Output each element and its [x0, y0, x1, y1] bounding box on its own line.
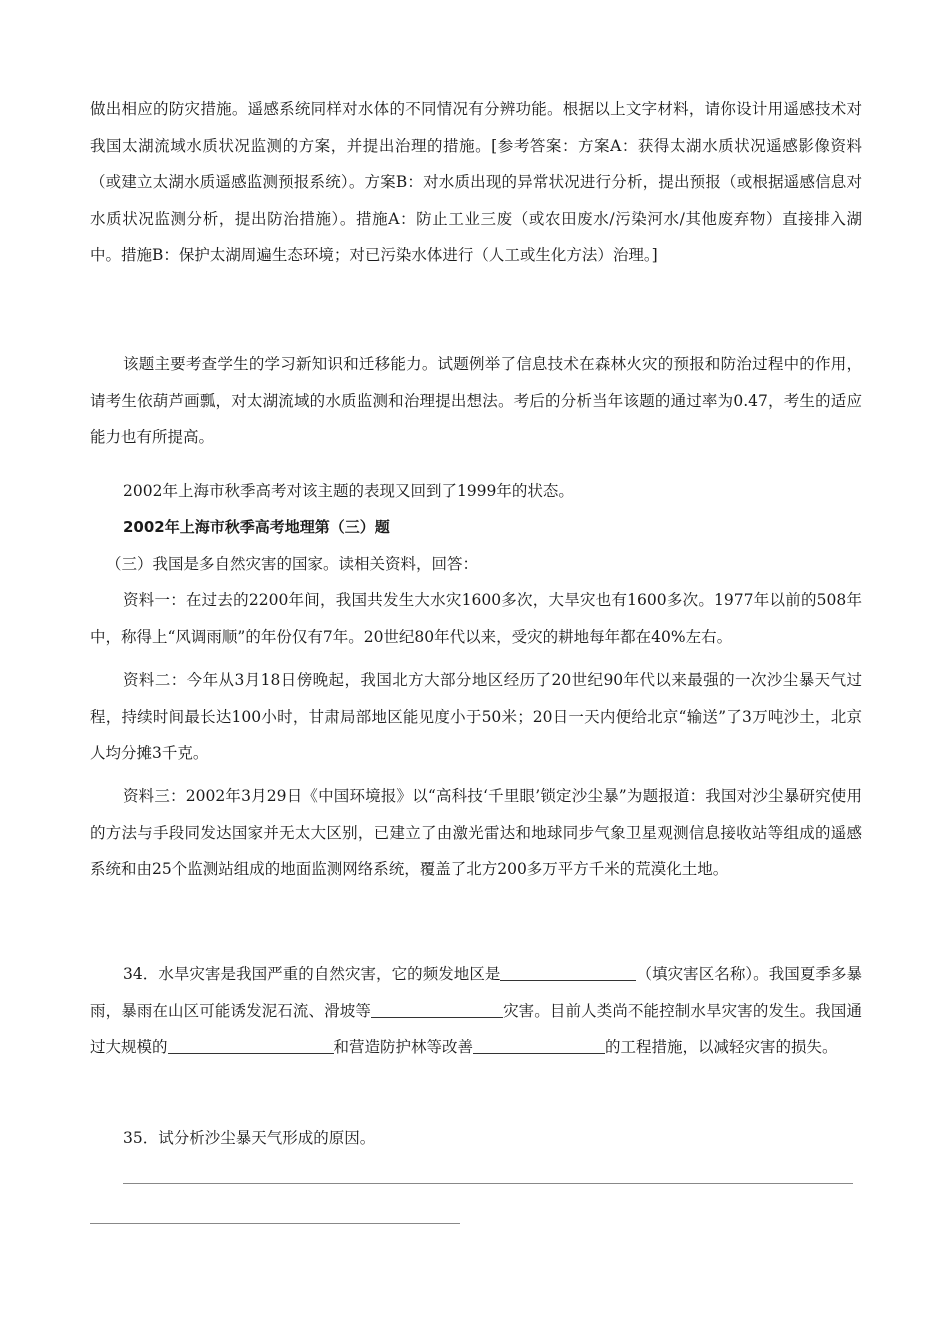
q34-text-1: 34．水旱灾害是我国严重的自然灾害，它的频发地区是 — [123, 965, 501, 983]
section-heading: 2002年上海市秋季高考地理第（三）题 — [123, 518, 390, 536]
q34-blank-2[interactable] — [371, 1001, 503, 1018]
answer-paragraph: 做出相应的防灾措施。遥感系统同样对水体的不同情况有分辨功能。根据以上文字材料，请你设计用遥感技术对我国太湖流域水质状况监测的方案，并提出治理的措施。[参考答案：方案A：获得太湖水质状况遥感影像资料（或建立太湖水质遥感监测预报系统）。方案B：对水质出现的异常状况进行分析，提出预报（或根据遥感信息对水质状况监测分析，提出防治措施）。措施A：防止工业三废（或农田废水/污染河水/其他废弃物）直接排入湖中。措施B：保护太湖周遍生态环境；对已污染水体进行（人工或生化方法）治理。] — [90, 100, 862, 264]
q34-text-4: 和营造防护林等改善 — [333, 1038, 474, 1056]
q34-text-5: 的工程措施，以减轻灾害的损失。 — [605, 1038, 838, 1056]
q34-blank-4[interactable] — [473, 1038, 605, 1055]
material-two: 资料二：今年从3月18日傍晚起，我国北方大部分地区经历了20世纪90年代以来最强的一次沙尘暴天气过程，持续时间最长达100小时，甘肃局部地区能见度小于50米；20日一天内便给北京“输送”了3万吨沙土，北京人均分摊3千克。 — [90, 671, 862, 762]
material-three: 资料三：2002年3月29日《中国环境报》以“高科技‘千里眼’锁定沙尘暴”为题报道：我国对沙尘暴研究使用的方法与手段同发达国家并无太大区别，已建立了由激光雷达和地球同步气象卫星观测信息接收站等组成的遥感系统和由25个监测站组成的地面监测网络系统，覆盖了北方200多万平方千米的荒漠化土地。 — [90, 787, 862, 878]
q34-blank-3[interactable] — [168, 1038, 334, 1055]
q34-text-2: （填灾害区名称）。我国夏季多暴雨，暴雨在山区可能诱发泥石流、滑坡等 — [90, 965, 862, 1020]
q34-blank-1[interactable] — [500, 965, 636, 982]
analysis-paragraph: 该题主要考查学生的学习新知识和迁移能力。试题例举了信息技术在森林火灾的预报和防治过程中的作用，请考生依葫芦画瓢，对太湖流域的水质监测和治理提出想法。考后的分析当年该题的通过率为0.47，考生的适应能力也有所提高。 — [90, 355, 862, 446]
material-one: 资料一：在过去的2200年间，我国共发生大水灾1600多次，大旱灾也有1600多次。1977年以前的508年中，称得上“风调雨顺”的年份仅有7年。20世纪80年代以来，受灾的耕地每年都在40%左右。 — [90, 591, 862, 646]
answer-line-2[interactable] — [90, 1223, 460, 1224]
question-35: 35．试分析沙尘暴天气形成的原因。 — [123, 1129, 376, 1147]
question-intro: （三）我国是多自然灾害的国家。读相关资料，回答： — [106, 555, 479, 573]
q34-text-3: 灾害。目前人类尚不能控制水旱灾害的发生。我国通过大规模的 — [90, 1001, 862, 1056]
question-34 — [90, 956, 862, 1066]
summary-paragraph: 2002年上海市秋季高考对该主题的表现又回到了1999年的状态。 — [123, 482, 574, 500]
answer-line-1[interactable] — [123, 1183, 853, 1184]
